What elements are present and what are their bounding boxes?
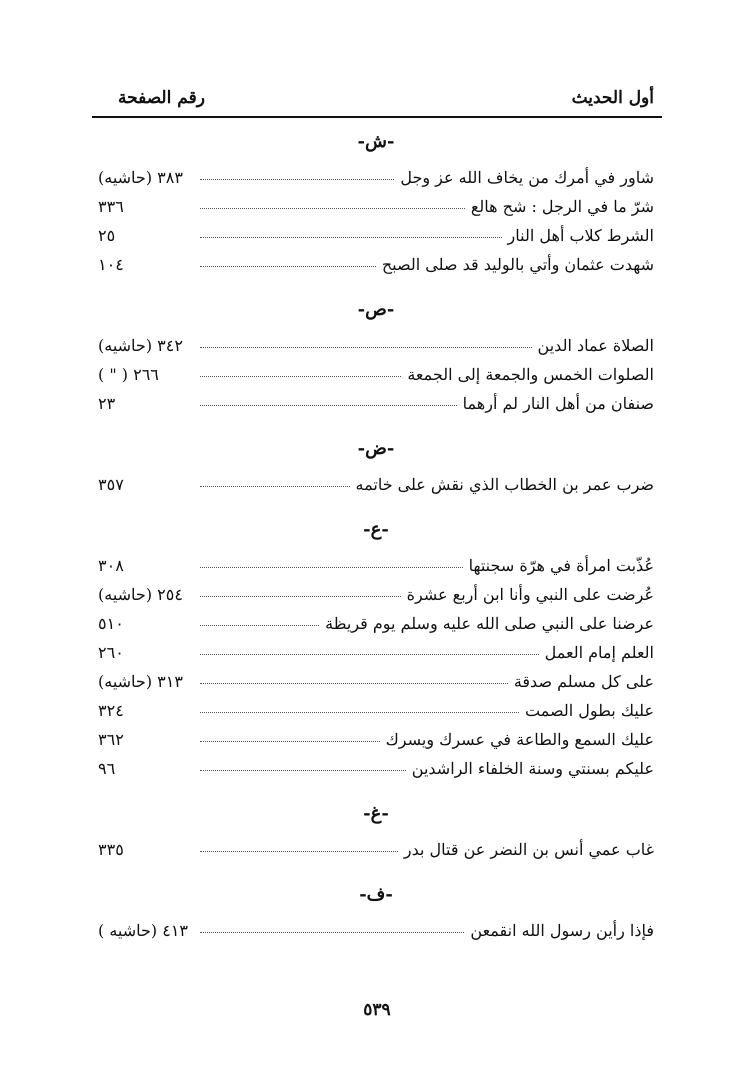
index-entry [98,384,654,413]
index-entry [98,546,654,575]
index-entry [98,216,654,245]
dot-leader [200,741,380,742]
page-ref: ٢٥ [98,226,116,245]
dot-leader [200,712,519,713]
index-entry [98,830,654,859]
hadith-text: عُذّبت امرأة في هرّة سجنتها [468,556,654,575]
hadith-text: صنفان من أهل النار لم أرهما [462,394,654,413]
running-header [92,84,662,118]
dot-leader [200,347,532,348]
section-letter-heading: -ض- [357,438,395,459]
index-entry [98,575,654,604]
index-entry [98,326,654,355]
index-section [98,516,654,778]
index-entry [98,911,654,940]
dot-leader [200,237,502,238]
page-ref: ٣٢٤ [98,701,124,720]
dot-leader [200,266,376,267]
index-entry [98,691,654,720]
dot-leader [200,683,508,684]
hadith-text: عُرضت على النبي وأنا ابن أربع عشرة [406,585,654,604]
index-section [98,435,654,494]
hadith-text: الصلوات الخمس والجمعة إلى الجمعة [407,365,654,384]
index-entry [98,604,654,633]
page-ref: ٣٥٧ [98,475,124,494]
dot-leader [200,405,457,406]
page-ref: ٢٦٠ [98,643,124,662]
hadith-text: عرضنا على النبي صلى الله عليه وسلم يوم قريظة [325,614,654,633]
index-section [98,128,654,274]
dot-leader [200,932,464,933]
dot-leader [200,596,401,597]
index-entry [98,158,654,187]
header-first-hadith-label: أول الحديث [571,88,654,108]
page-ref: ٤١٣ (حاشيه ) [98,921,189,940]
hadith-text: على كل مسلم صدقة [513,672,654,691]
page-ref: ٩٦ [98,759,116,778]
hadith-text: شاور في أمرك من يخاف الله عز وجل [400,168,654,187]
hadith-text: عليكم بسنتي وسنة الخلفاء الراشدين [411,759,654,778]
page-ref: ٣٠٨ [98,556,124,575]
hadith-text: الشرط كلاب أهل النار [507,226,654,245]
index-section [98,296,654,413]
index-entry [98,465,654,494]
page-ref: ٢٥٤ (حاشيه) [98,585,183,604]
hadith-text: عليك السمع والطاعة في عسرك ويسرك [385,730,654,749]
dot-leader [200,208,465,209]
section-letter-heading: -غ- [363,803,389,824]
index-entry [98,720,654,749]
section-letter-heading: -ص- [357,299,395,320]
hadith-text: شرّ ما في الرجل : شح هالع [470,197,654,216]
index-section [98,800,654,859]
hadith-text: العلم إمام العمل [544,643,654,662]
index-entry [98,355,654,384]
page-ref: ٣٤٢ (حاشيه) [98,336,183,355]
page-ref: ٥١٠ [98,614,124,633]
dot-leader [200,567,463,568]
page-ref: ١٠٤ [98,255,124,274]
hadith-text: ضرب عمر بن الخطاب الذي نقش على خاتمه [355,475,654,494]
hadith-text: فإذا رأين رسول الله انقمعن [470,921,654,940]
dot-leader [200,376,401,377]
dot-leader [200,851,398,852]
section-letter-heading: -ش- [357,131,395,152]
page-ref: ٣٦٢ [98,730,124,749]
index-section [98,881,654,940]
index-entry [98,749,654,778]
section-letter-heading: -ف- [359,884,393,905]
dot-leader [200,486,350,487]
page-ref: ٣٨٣ (حاشيه) [98,168,183,187]
index-entry [98,187,654,216]
dot-leader [200,654,539,655]
index-entry [98,662,654,691]
index-entry [98,245,654,274]
page-ref: ٣٣٦ [98,197,124,216]
hadith-text: عليك بطول الصمت [525,701,654,720]
hadith-text: غاب عمي أنس بن النضر عن قتال بدر [403,840,654,859]
index-list [98,128,654,962]
index-entry [98,633,654,662]
page-ref: ٣٣٥ [98,840,124,859]
header-page-number-label: رقم الصفحة [118,88,205,108]
dot-leader [200,179,394,180]
page-number: ٥٣٩ [363,1000,391,1020]
dot-leader [200,625,319,626]
section-letter-heading: -ع- [363,519,389,540]
page-ref: ٣١٣ (حاشيه) [98,672,183,691]
page-ref: ٢٣ [98,394,116,413]
dot-leader [200,770,406,771]
hadith-text: شهدت عثمان وأتي بالوليد قد صلى الصبح [381,255,654,274]
hadith-text: الصلاة عماد الدين [537,336,654,355]
page-ref: ٢٦٦ ( " ) [98,365,159,384]
